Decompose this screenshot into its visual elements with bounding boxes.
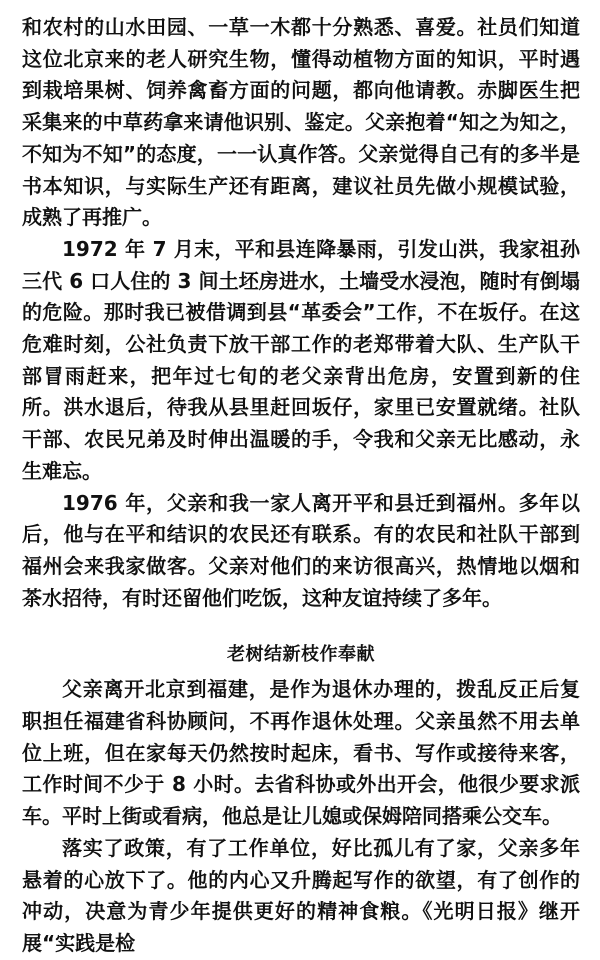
paragraph-retirement: 父亲离开北京到福建，是作为退休办理的，拨乱反正后复职担任福建省科协顾问，不再作退休处理。父亲虽然不用去单位上班，但在家每天仍然按时起床，看书、写作或接待来客，工作时间不少于 8 小时。去省科协或外出开会，他很少要求派车。平时上街或看病，他总是让儿媳或保姆陪同搭乘公交车。 xyxy=(22,677,580,829)
paragraph-move-fuzhou-1976: 1976 年，父亲和我一家人离开平和县迁到福州。多年以后，他与在平和结识的农民还有联系。有的农民和社队干部到福州会来我家做客。父亲对他们的来访很高兴，热情地以烟和茶水招待，有时还留他们吃饭，这种友谊持续了多年。 xyxy=(22,490,580,610)
paragraph-flood-1972: 1972 年 7 月末，平和县连降暴雨，引发山洪，我家祖孙三代 6 口人住的 3 间土坯房进水，土墙受水浸泡，随时有倒塌的危险。那时我已被借调到县“革委会”工作，不在坂仔。在这危难时刻，公社负责下放干部工作的老郑带着大队、生产队干部冒雨赶来，把年过七旬的老父亲背出危房，安置到新的住所。洪水退后，待我从县里赶回坂仔，家里已安置就绪。社队干部、农民兄弟及时伸出温暖的手，令我和父亲无比感动，永生难忘。 xyxy=(22,236,580,483)
paragraph-writing-desire: 落实了政策，有了工作单位，好比孤儿有了家，父亲多年悬着的心放下了。他的内心又升腾起写作的欲望，有了创作的冲动，决意为青少年提供更好的精神食粮。《光明日报》继开展“实践是检 xyxy=(22,835,580,955)
paragraph-continued: 和农村的山水田园、一草一木都十分熟悉、喜爱。社员们知道这位北京来的老人研究生物，懂得动植物方面的知识，平时遇到栽培果树、饲养禽畜方面的问题，都向他请教。赤脚医生把采集来的中草药拿来请他识别、鉴定。父亲抱着“知之为知之，不知为不知”的态度，一一认真作答。父亲觉得自己有的多半是书本知识，与实际生产还有距离，建议社员先做小规模试验，成熟了再推广。 xyxy=(22,15,580,230)
document-page xyxy=(22,12,580,960)
section-heading: 老树结新枝作奉献 xyxy=(227,644,375,666)
